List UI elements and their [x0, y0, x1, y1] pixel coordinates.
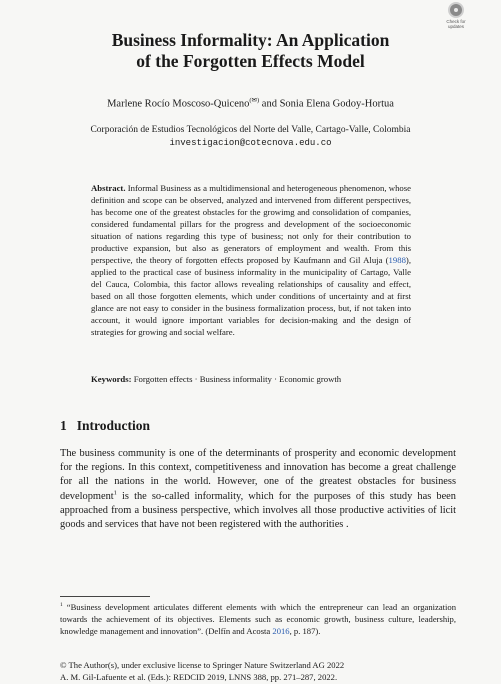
abstract-citation-link[interactable]: 1988 [388, 255, 406, 265]
author-list [0, 96, 501, 110]
author-2: Sonia Elena Godoy-Hortua [279, 98, 394, 110]
footnote-mark: 1 [60, 602, 63, 608]
author-1: Marlene Rocío Moscoso-Quiceno [107, 98, 250, 110]
title-line-2: of the Forgotten Effects Model [136, 51, 365, 71]
footnote-divider [60, 596, 150, 597]
abstract-text-1: Informal Business as a multidimensional and heterogeneous phenomenon, whose definition and scope can be observed, analyzed and intervened from different perspectives, has become one of the greatest obstacles for the growimg and consolidation of companies, considered fundamental pillars for the progress and development of the socioeconomic situation of nations regarding this type of business; not only for their contribution to productive expansion, but also as generators of employment and wealth. From this perspective, the theory of forgotten effects proposed by Kaufmann and Gil Aluja ( [91, 183, 412, 265]
keywords-text: Forgotten effects · Business informality · Economic growth [133, 374, 342, 384]
section-heading [60, 418, 150, 434]
corresponding-author-mark[interactable]: (✉) [249, 97, 260, 104]
footnote-citation-link[interactable]: 2016 [272, 626, 290, 637]
update-check-icon [448, 2, 464, 18]
keywords [91, 373, 421, 385]
body-paragraph [60, 447, 456, 532]
section-title: Introduction [76, 418, 151, 433]
title-line-1: Business Informality: An Application [111, 30, 390, 50]
footnote-text-2: , p. 187). [289, 626, 321, 637]
abstract-text-2: ), applied to the practical case of business informality in the municipality of Cartago, Valle del Cauca, Colombia, this factor allows revealing relationships of causality and effect, based on all those forgotten elements, which under conditions of uncertainty and at first glance are not easy to consider in the business formalization process, but, if not taken into account, it would ignore important variables for decision-making and the design of strategies for growing and social welfare. [91, 255, 411, 337]
paper-title [0, 30, 501, 72]
body-text-1: The business community is one of the determinants of prosperity and economic development for the regions. In this context, competitiveness and innovation has become a great challenge for all the nations in the world. However, one of the greatest obstacles for business development [60, 448, 456, 502]
footnote [60, 599, 456, 638]
author-separator: and [261, 98, 277, 110]
footnote-text-1: “Business development articulates different elements with which the entrepreneur can lead an organization towards the achievement of its objectives. Elements such as economic growth, business culture, leadership, knowledge management and innovation”. (Delfín and Acosta [60, 601, 457, 637]
badge-label: Check for updates [446, 19, 466, 29]
copyright-line-1: © The Author(s), under exclusive license to Springer Nature Switzerland AG 2022 [60, 660, 345, 670]
check-for-updates-badge[interactable] [440, 2, 472, 32]
abstract-label: Abstract. [91, 183, 126, 193]
footnote-ref-mark[interactable]: 1 [113, 489, 117, 497]
copyright-line-2: A. M. Gil-Lafuente et al. (Eds.): REDCID 2019, LNNS 388, pp. 271–287, 2022. [60, 671, 338, 682]
affiliation-institution: Corporación de Estudios Tecnológicos del Norte del Valle, Cartago-Valle, Colombia [90, 125, 411, 135]
affiliation [0, 124, 501, 150]
affiliation-email[interactable]: investigacion@cotecnova.edu.co [169, 138, 332, 148]
body-text-2: is the so-called informality, which for the purposes of this study has been approached from a business perspective, which involves all those productive activities of licit goods and services that have not been registered with the authorities . [60, 490, 456, 531]
section-number: 1 [60, 418, 67, 433]
copyright-notice [60, 660, 480, 683]
abstract [91, 182, 411, 338]
keywords-label: Keywords: [91, 374, 132, 384]
